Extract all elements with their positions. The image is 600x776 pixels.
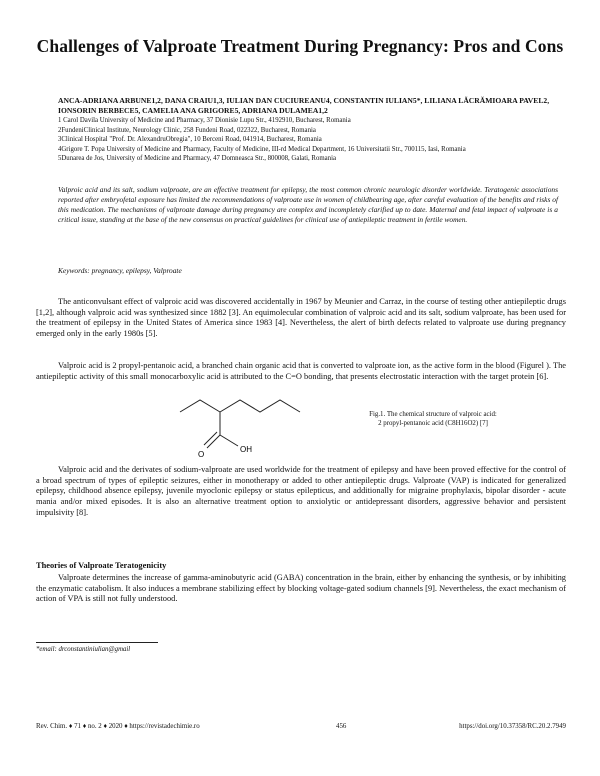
carbon-chain-left [180,400,220,412]
body-paragraph-1 [36,297,566,340]
page-number: 456 [336,723,347,730]
affiliation-1: 1 Carol Davila University of Medicine and Pharmacy, 37 Dionisie Lupu Str., 4192910, Bucharest, Romania [58,117,351,124]
affiliation-5: 5Dunarea de Jos, University of Medicine and Pharmacy, 47 Domneasca Str., 800008, Galati, Romania [58,155,336,163]
carbon-chain-right [220,400,300,412]
valproic-acid-structure-figure [170,380,400,460]
c-o-double-bond-2 [204,432,217,445]
affiliations [58,116,558,164]
figure-caption: Fig.1. The chemical structure of valproic acid: 2 propyl-pentanoic acid (C8H16O2) [7] [369,411,497,427]
affiliation-3: 3Clinical Hospital "Prof. Dr. AlexandruObregia", 10 Berceni Road, 041914, Bucharest, Romania [58,136,322,144]
footnote-email: *email: drconstantiniulian@gmail [36,646,131,653]
body-paragraph-4 [36,573,566,605]
affiliation-2: 2FundeniClinical Institute, Neurology Clinic, 258 Fundeni Road, 022322, Bucharest, Romania [58,126,316,134]
body-paragraph-3 [36,465,566,519]
atom-o: O [198,450,205,459]
section-heading: Theories of Valproate Teratogenicity [36,561,167,570]
paper-title: Challenges of Valproate Treatment During Pregnancy: Pros and Cons [36,36,564,56]
paragraph-text: The anticonvulsant effect of valproic acid was discovered accidentally in 1967 by Meunier and Carraz, in the course of testing other antiepileptic drugs [1,2], although valproic acid was synthesized since 1882 [3]. An equimolecular combination of valproic acid and its salt, sodium valproate, has been used for the treatment of epilepsy in the United States of America since 1983 [4]. Nevertheless, the alert of birth defects related to valproate use during pregnancy emerged only in the early 1980s [5]. [36,297,566,339]
journal-reference: Rev. Chim. ♦ 71 ♦ no. 2 ♦ 2020 ♦ https://revistadechimie.ro [36,723,200,730]
abstract: Valproic acid and its salt, sodium valproate, are an effective treatment for epilepsy, the most common chronic neurologic disorder worldwide. Teratogenic associations reported after embryofetal exposure has limited the recommendations of valproate use in women of childbearing age, after careful evaluation of the benefits and risks of this medication. The mechanisms of valproate damage during pregnancy are complex and incompletely clarified up to date. Maternal and fetal impact of valproate is a critical issue, standing at the base of the new consensus on practical guidelines for clinical use of antiepileptic treatment in fertile women. [58,185,558,224]
atom-oh: OH [240,445,252,454]
affiliation-4: 4Grigore T. Popa University of Medicine and Pharmacy, Faculty of Medicine, III-rd Medical Department, 16 Universitatii Str., 700115, Iasi, Romania [58,145,466,153]
author-list: ANCA-ADRIANA ARBUNE1,2, DANA CRAIU1,3, IULIAN DAN CUCIUREANU4, CONSTANTIN IULIAN5*, LILIANA LĂCRĂMIOARA PAVEL2, IONSORIN BERBECE5, CAMELIA ANA GRIGORE5, ADRIANA DULAMEA1,2 [58,96,550,115]
c-o-double-bond-1 [207,435,220,448]
doi-link[interactable]: https://doi.org/10.37358/RC.20.2.7949 [459,723,566,730]
footnote-divider [36,642,158,643]
paragraph-text: Valproic acid is 2 propyl-pentanoic acid, a branched chain organic acid that is converted to valproate ion, as the active form in the blood (Figurel ). The antiepileptic activity of this small monocarboxylic acid is attributed to the C=O bonding, that presents electrostatic interaction with the target protein [6]. [36,361,566,381]
paragraph-text: Valproate determines the increase of gamma-aminobutyric acid (GABA) concentration in the brain, either by enhancing the synthesis, or by inhibiting the enzymatic catabolism. It also induces a membrane stabilizing effect by blocking voltage-gated sodium channels [9]. Nevertheless, the exact mechanism of action of VPA is still not fully understood. [36,573,566,604]
c-o-single-bond [220,435,238,446]
paragraph-text: Valproic acid and the derivates of sodium-valproate are used worldwide for the treatment of epilepsy and have been proved effective for the control of a broad spectrum of types of epileptic seizures, either in monotherapy or added to other antiepileptic drugs. Valproate (VAP) is indicated for generalized epilepsy, childhood absence epilepsy, juvenile myoclonic epilepsy or status epilepticus, and additionally for migraine prophylaxis, bipolar disorder - acute mania and/or mixed episodes. It is also an alternative treatment option to anxiolytic or antidepressant disorders, aggressive behavior and persistent impulsivity [8]. [36,465,566,517]
keywords: Keywords: pregnancy, epilepsy, Valproate [58,266,182,275]
